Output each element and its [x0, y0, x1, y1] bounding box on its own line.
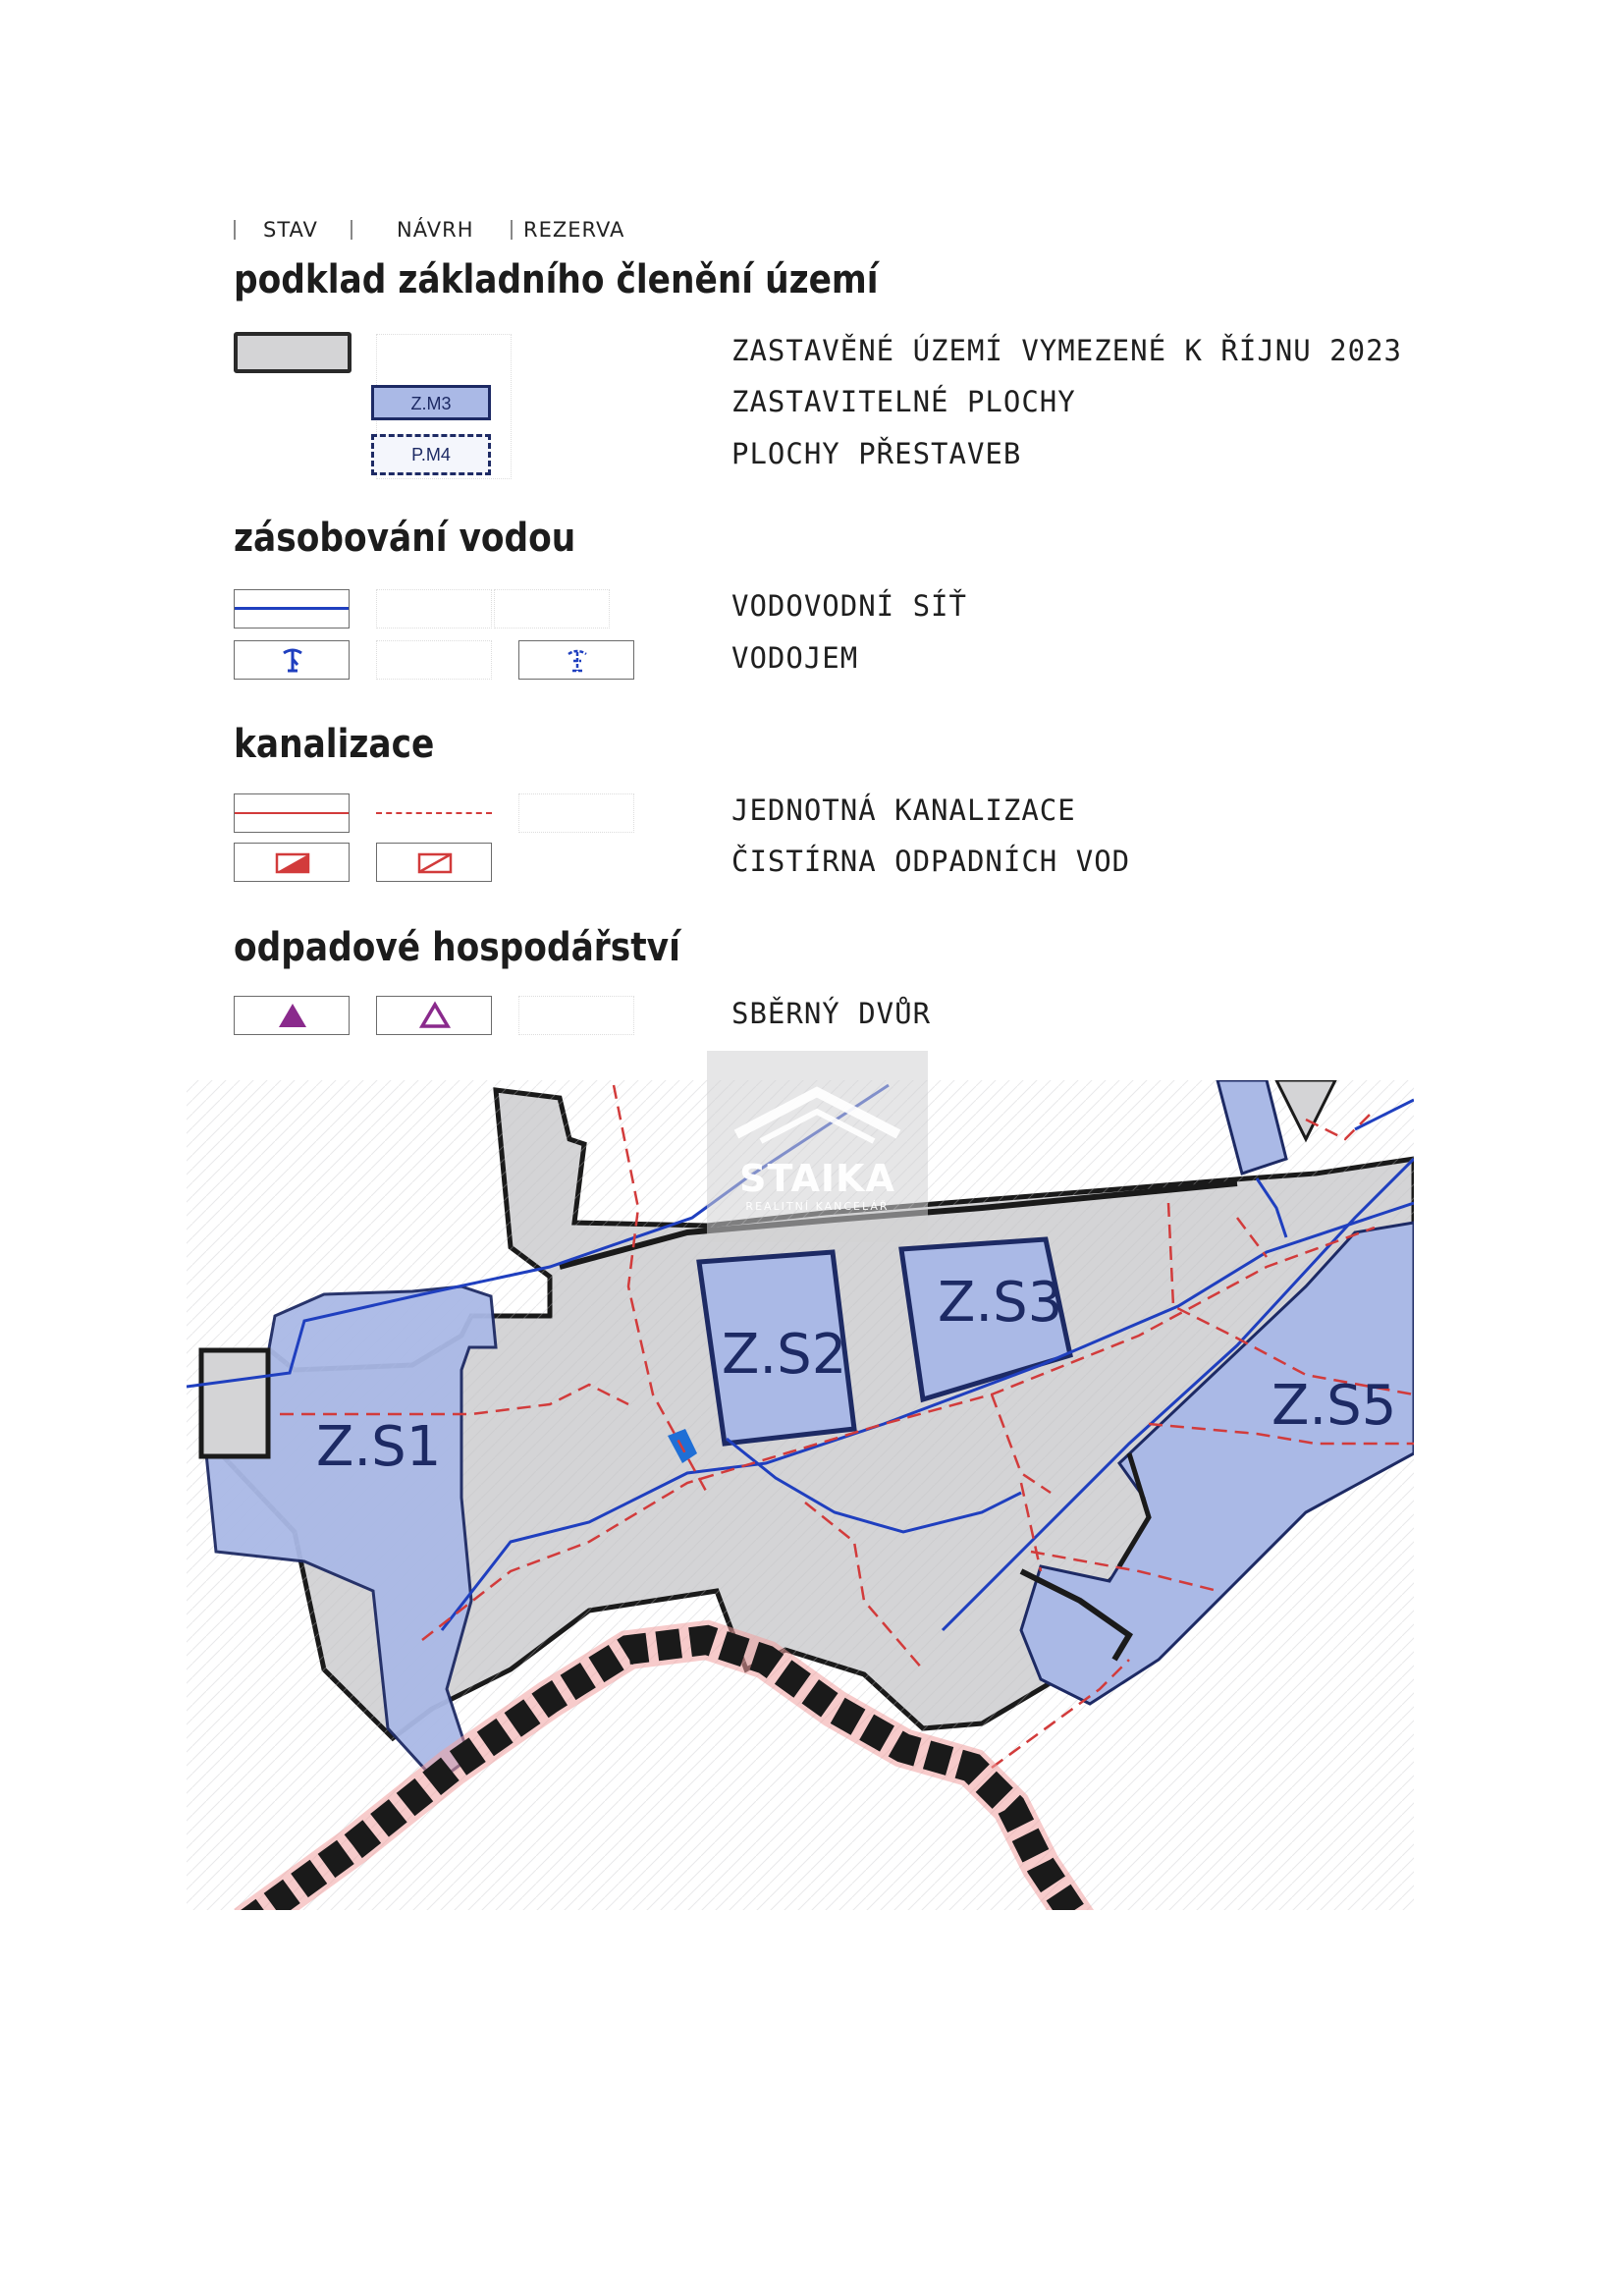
zone-label-z-s1: Z.S1: [316, 1415, 442, 1479]
zone-label-z-s3: Z.S3: [938, 1271, 1063, 1335]
legend-item-redevelopment: PLOCHY PŘESTAVEB: [731, 437, 1022, 470]
legend-item-collection-yard: SBĚRNÝ DVŮR: [731, 997, 932, 1030]
section-title-podklad: podklad základního členění území: [234, 257, 879, 302]
legend-item-water-network: VODOVODNÍ SÍŤ: [731, 589, 967, 623]
zone-label-z-s2: Z.S2: [722, 1323, 847, 1387]
legend-item-built-area: ZASTAVĚNÉ ÚZEMÍ VYMEZENÉ K ŘÍJNU 2023: [731, 334, 1403, 367]
buildable-zone-symbol-label: Z.M3: [410, 394, 452, 413]
zone-label-z-s5: Z.S5: [1271, 1374, 1397, 1438]
watermark-brand: STAIKA: [739, 1157, 895, 1200]
legend-item-buildable: ZASTAVITELNÉ PLOCHY: [731, 385, 1076, 418]
staika-watermark: [707, 1051, 928, 1242]
legend-item-reservoir: VODOJEM: [731, 641, 859, 675]
section-title-waste: odpadové hospodářství: [234, 925, 680, 970]
section-title-water: zásobování vodou: [234, 516, 576, 561]
legend-item-sewer: JEDNOTNÁ KANALIZACE: [731, 793, 1076, 827]
column-header-rezerva: REZERVA: [523, 218, 625, 242]
redevelopment-zone-symbol-label: P.M4: [411, 445, 451, 465]
section-title-sewer: kanalizace: [234, 722, 435, 767]
house-roof-icon: [707, 1051, 928, 1154]
legend-item-wwtp: ČISTÍRNA ODPADNÍCH VOD: [731, 845, 1131, 878]
watermark-tagline: REALITNÍ KANCELÁŘ: [745, 1200, 890, 1213]
column-header-stav: STAV: [263, 218, 318, 242]
column-header-navrh: NÁVRH: [397, 218, 474, 242]
